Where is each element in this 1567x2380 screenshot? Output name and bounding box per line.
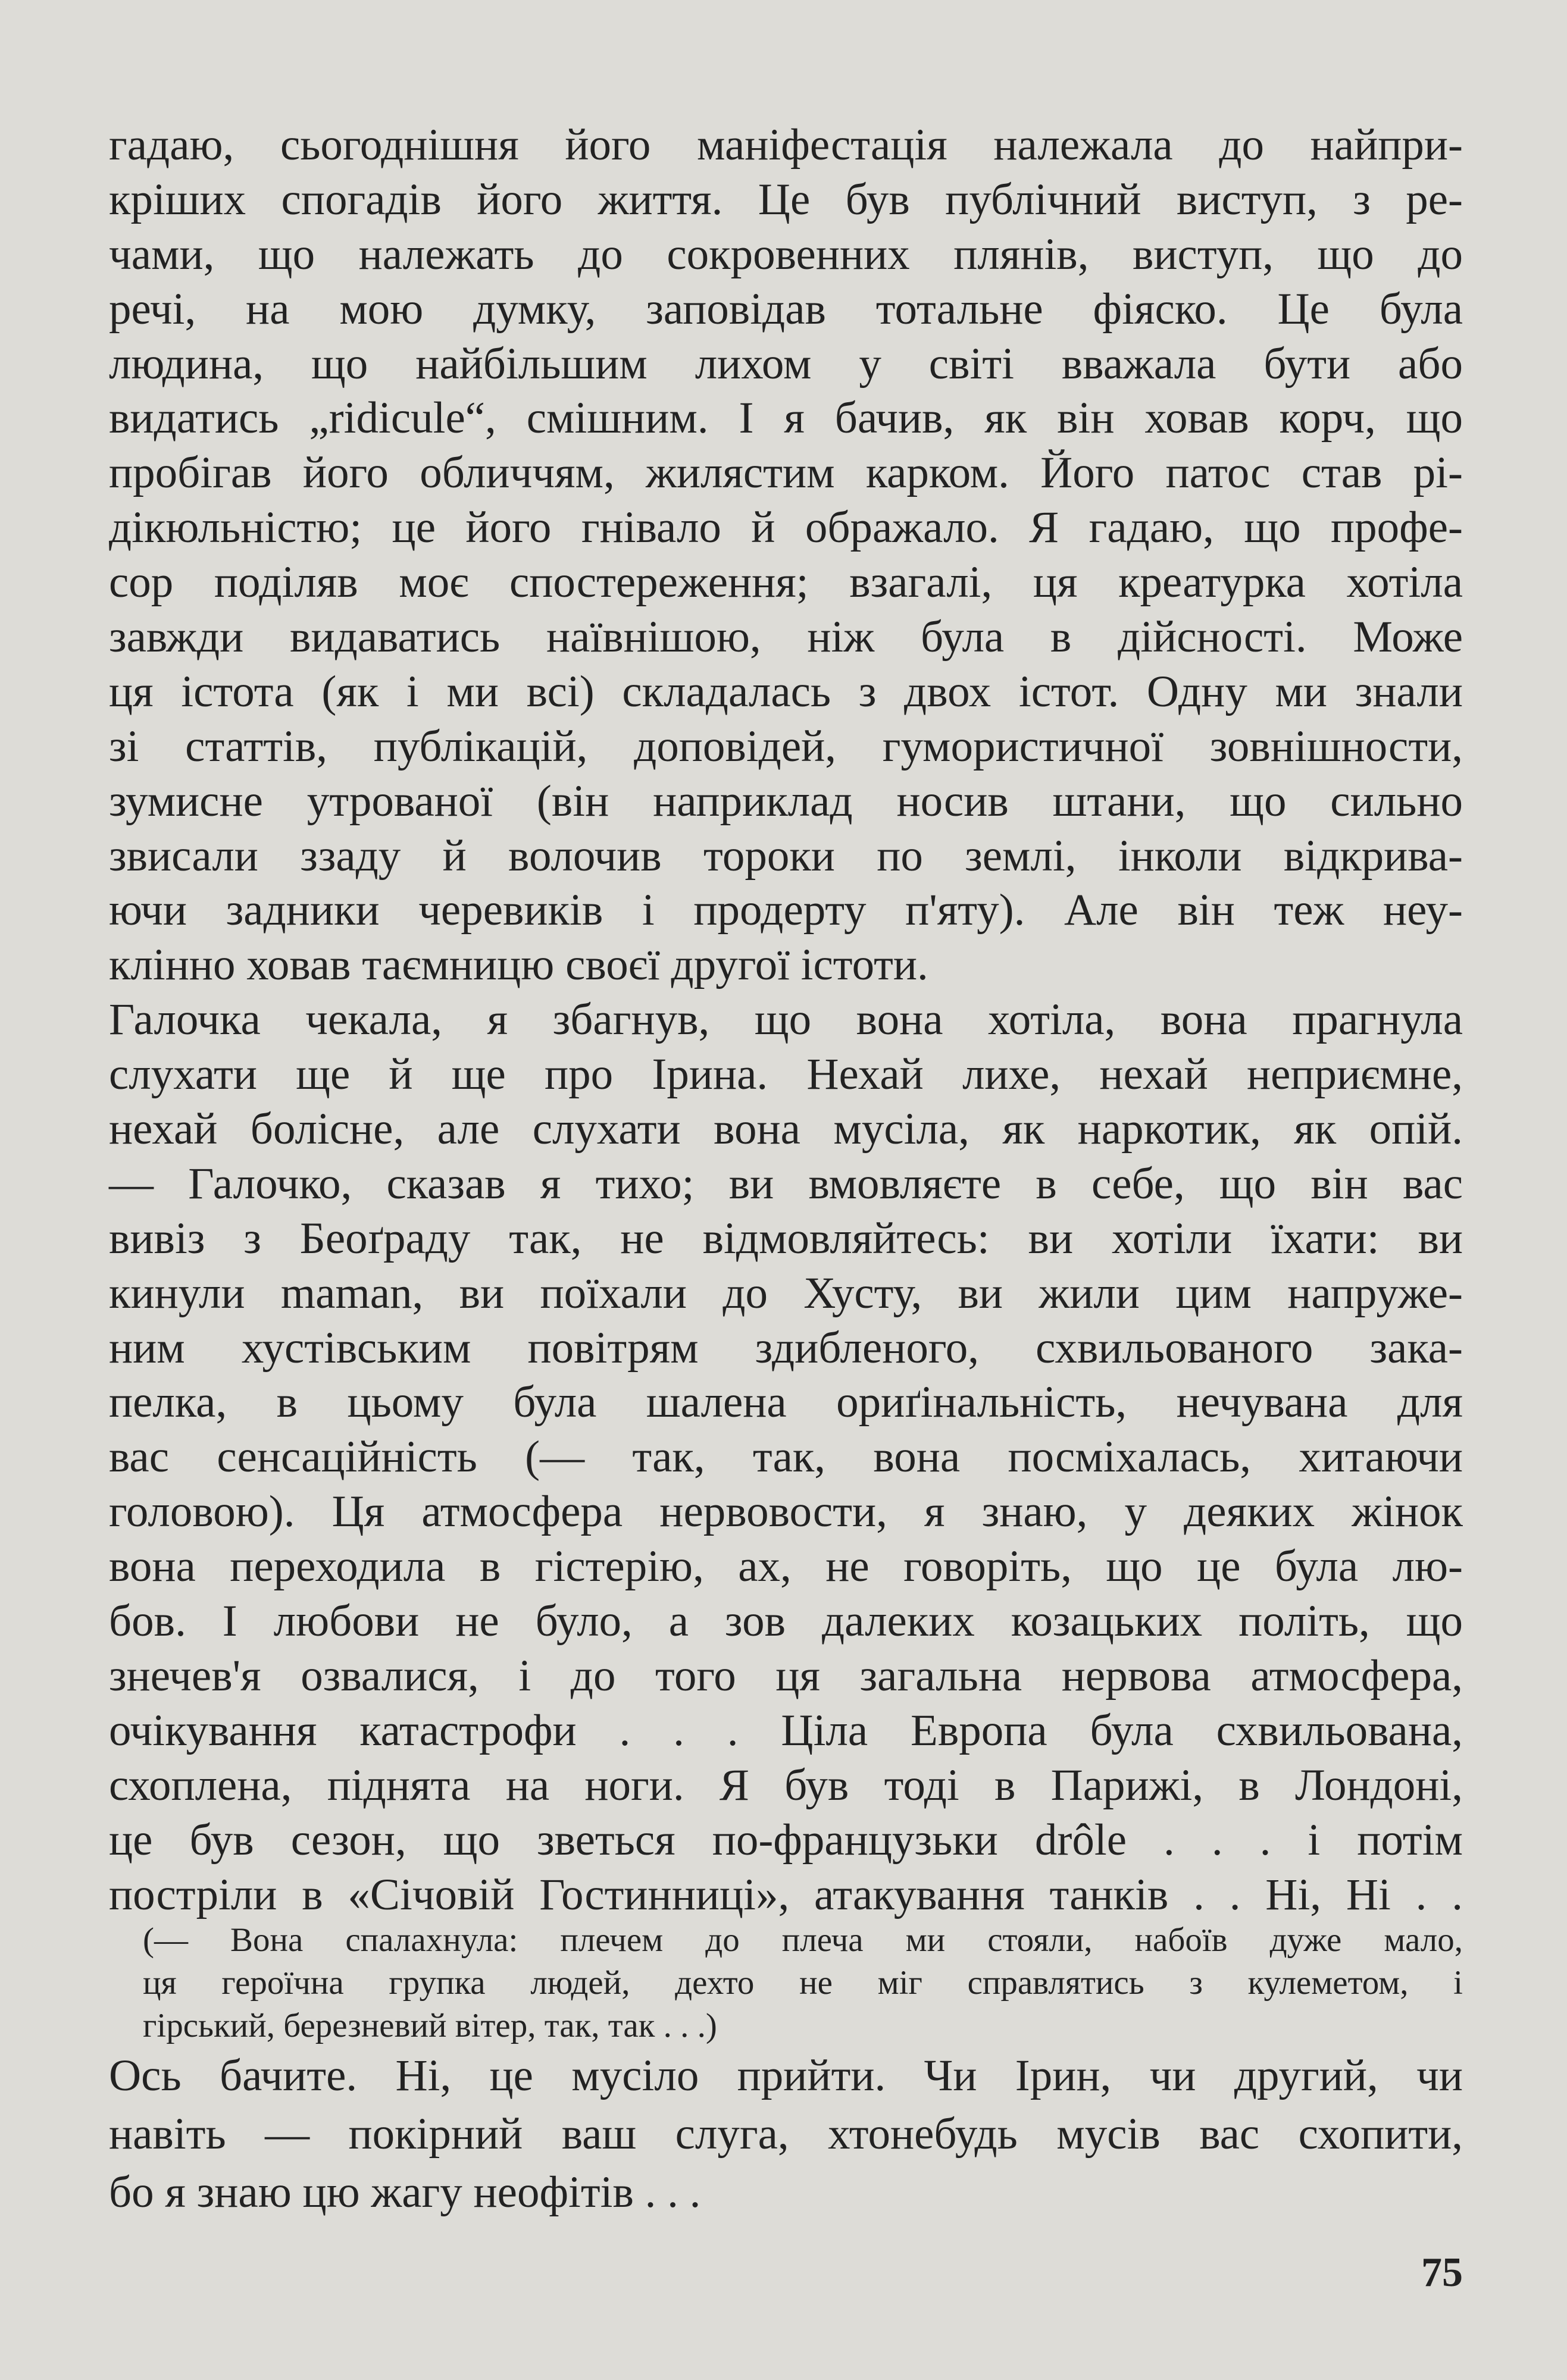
text-line: очікування катастрофи . . . Ціла Европа була схвильована, <box>109 1705 1463 1755</box>
main-text <box>109 118 1463 1922</box>
note-line: (— Вона спалахнула: плечем до плеча ми стояли, набоїв дуже мало, <box>143 1921 1463 1959</box>
text-line: гадаю, сьогоднішня його маніфестація належала до найпри- <box>109 120 1463 170</box>
text-line: кинули maman, ви поїхали до Хусту, ви жили цим напруже- <box>109 1268 1463 1318</box>
text-line: — Галочко, сказав я тихо; ви вмовляєте в себе, що він вас <box>109 1158 1463 1208</box>
text-line: зі статтів, публікацій, доповідей, гумористичної зовнішности, <box>109 721 1463 771</box>
text-line: постріли в «Січовій Гостинниці», атакування танків . . Ні, Ні . . <box>109 1869 1463 1919</box>
text-line: видатись „ridicule“, смішним. І я бачив, як він ховав корч, що <box>109 393 1463 443</box>
text-line: вас сенсаційність (— так, так, вона посміхалась, хитаючи <box>109 1432 1463 1482</box>
text-line: Ось бачите. Ні, це мусіло прийти. Чи Ірин, чи другий, чи <box>109 2051 1463 2100</box>
text-line: пробігав його обличчям, жилястим карком. Його патос став рі- <box>109 448 1463 498</box>
text-line: дікюльністю; це його гнівало й ображало. Я гадаю, що профе- <box>109 503 1463 553</box>
text-line: зумисне утрованої (він наприклад носив штани, що сильно <box>109 776 1463 826</box>
text-line: бов. І любови не було, а зов далеких козацьких політь, що <box>109 1596 1463 1646</box>
note-line: гірський, березневий вітер, так, так . . .) <box>143 2007 717 2044</box>
text-line: ючи задники черевиків і продерту п'яту). Але він теж неу- <box>109 885 1463 935</box>
text-line: речі, на мою думку, заповідав тотальне фіяско. Це була <box>109 284 1463 334</box>
text-line: ця істота (як і ми всі) складалась з двох істот. Одну ми знали <box>109 666 1463 716</box>
note-line: ця героїчна групка людей, дехто не міг справлятись з кулеметом, і <box>143 1964 1463 2002</box>
text-line: звисали ззаду й волочив тороки по землі, інколи відкрива- <box>109 831 1463 881</box>
text-line: ним хустівським повітрям здибленого, схвильованого зака- <box>109 1323 1463 1373</box>
text-line: навіть — покірний ваш слуга, хтонебудь мусів вас схопити, <box>109 2109 1463 2159</box>
text-line: клінно ховав таємницю своєї другої істоти. <box>109 940 928 990</box>
text-line: кріших спогадів його життя. Це був публічний виступ, з ре- <box>109 174 1463 224</box>
text-line: Галочка чекала, я збагнув, що вона хотіла, вона прагнула <box>109 995 1463 1045</box>
text-line: нехай болісне, але слухати вона мусіла, як наркотик, як опій. <box>109 1104 1463 1154</box>
text-line: схоплена, піднята на ноги. Я був тоді в Парижі, в Лондоні, <box>109 1760 1463 1810</box>
text-line: чами, що належать до сокровенних плянів, виступ, що до <box>109 229 1463 279</box>
text-line: головою). Ця атмосфера нервовости, я знаю, у деяких жінок <box>109 1487 1463 1537</box>
parenthetical-note <box>143 1919 1463 2047</box>
text-line: людина, що найбільшим лихом у світі вважала бути або <box>109 339 1463 389</box>
text-line: слухати ще й ще про Ірина. Нехай лихе, нехай неприємне, <box>109 1050 1463 1100</box>
text-line: це був сезон, що зветься по-французьки drôle . . . і потім <box>109 1815 1463 1865</box>
text-line: вона переходила в гістерію, ах, не говоріть, що це була лю- <box>109 1542 1463 1592</box>
text-line: бо я знаю цю жагу неофітів . . . <box>109 2168 701 2217</box>
text-line: сор поділяв моє спостереження; взагалі, ця креатурка хотіла <box>109 558 1463 607</box>
text-line: знечев'я озвалися, і до того ця загальна нервова атмосфера, <box>109 1651 1463 1701</box>
page-number: 75 <box>1421 2250 1463 2296</box>
text-line: вивіз з Беоґраду так, не відмовляйтесь: ви хотіли їхати: ви <box>109 1213 1463 1263</box>
closing-paragraph <box>109 2047 1463 2222</box>
text-line: завжди видаватись наївнішою, ніж була в дійсності. Може <box>109 612 1463 662</box>
text-line: пелка, в цьому була шалена ориґінальність, нечувана для <box>109 1377 1463 1427</box>
